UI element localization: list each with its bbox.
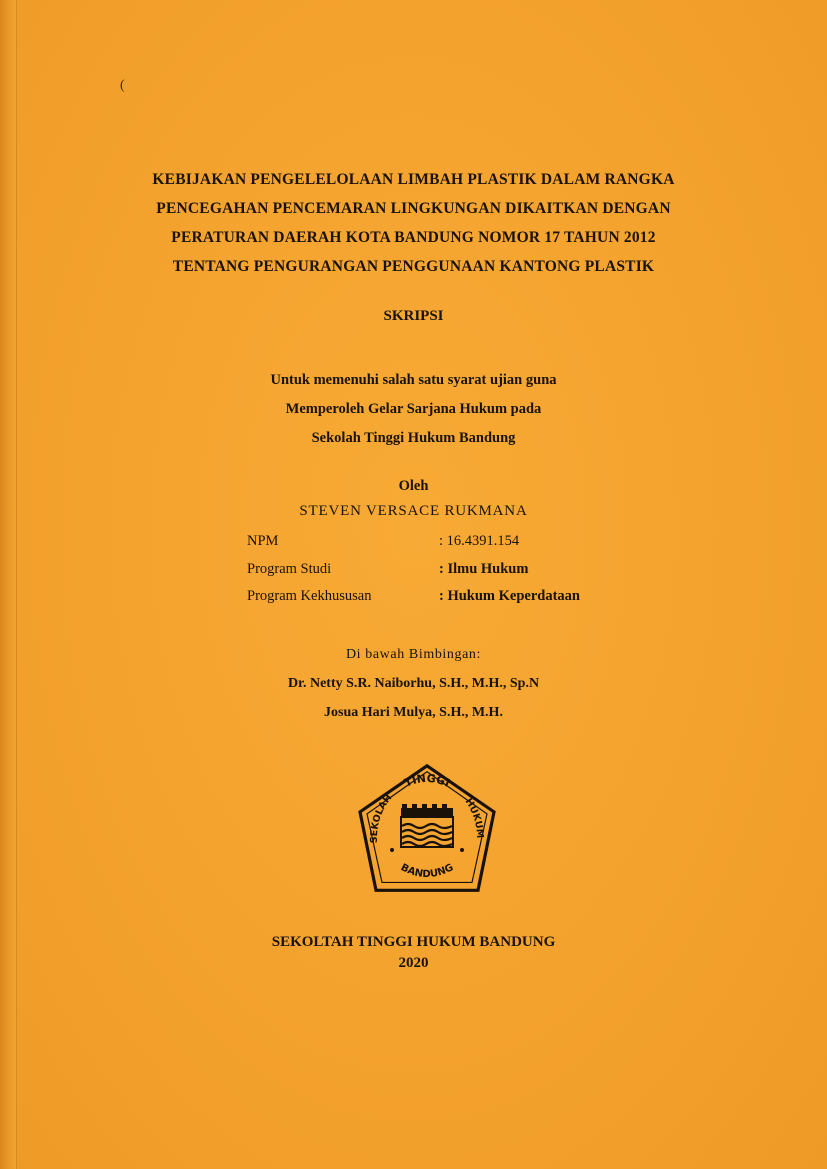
supervision-label: Di bawah Bimbingan:	[345, 647, 482, 662]
institution-logo	[354, 762, 500, 902]
title-line: TENTANG PENGURANGAN PENGGUNAAN KANTONG PLASTIK	[172, 258, 655, 275]
purpose-statement	[0, 366, 827, 453]
svg-text:BANDUNG	[399, 862, 456, 880]
supervisor-name: Dr. Netty S.R. Naiborhu, S.H., M.H., Sp.N	[287, 676, 540, 691]
by-label: Oleh	[398, 478, 429, 494]
svg-text:TINGGI	[403, 772, 452, 790]
info-label: Program Kekhususan	[247, 588, 372, 604]
document-type: SKRIPSI	[383, 308, 444, 324]
info-label: NPM	[247, 533, 279, 549]
logo-text-top: TINGGI	[402, 771, 452, 790]
publication-year: 2020	[398, 955, 429, 971]
info-value: : 16.4391.154	[439, 533, 520, 549]
info-label: Program Studi	[247, 561, 332, 577]
logo-text-right: HUKUM	[462, 796, 486, 839]
purpose-line: Untuk memenuhi salah satu syarat ujian guna	[270, 372, 557, 388]
fort-emblem-icon	[401, 804, 453, 847]
title-line: KEBIJAKAN PENGELELOLAAN LIMBAH PLASTIK DALAM RANGKA	[152, 171, 675, 188]
institution-name: SEKOLTAH TINGGI HUKUM BANDUNG	[271, 934, 556, 950]
info-value: : Hukum Keperdataan	[439, 588, 580, 604]
logo-text-left: SEKOLAH	[368, 792, 395, 844]
paper-mark: (	[120, 78, 125, 93]
purpose-line: Memperoleh Gelar Sarjana Hukum pada	[285, 401, 542, 417]
svg-text:SEKOLAH	[369, 792, 394, 843]
logo-text-bottom: BANDUNG	[398, 862, 456, 881]
info-value: : Ilmu Hukum	[439, 561, 529, 577]
supervision-section	[0, 640, 827, 727]
title-line: PERATURAN DAERAH KOTA BANDUNG NOMOR 17 TAHUN 2012	[171, 229, 656, 246]
thesis-title	[0, 165, 827, 281]
author-name: STEVEN VERSACE RUKMANA	[299, 503, 528, 519]
supervisor-name: Josua Hari Mulya, S.H., M.H.	[324, 705, 503, 720]
purpose-line: Sekolah Tinggi Hukum Bandung	[311, 430, 516, 446]
institution-footer	[0, 932, 827, 974]
title-line: PENCEGAHAN PENCEMARAN LINGKUNGAN DIKAITKAN DENGAN	[156, 200, 671, 217]
